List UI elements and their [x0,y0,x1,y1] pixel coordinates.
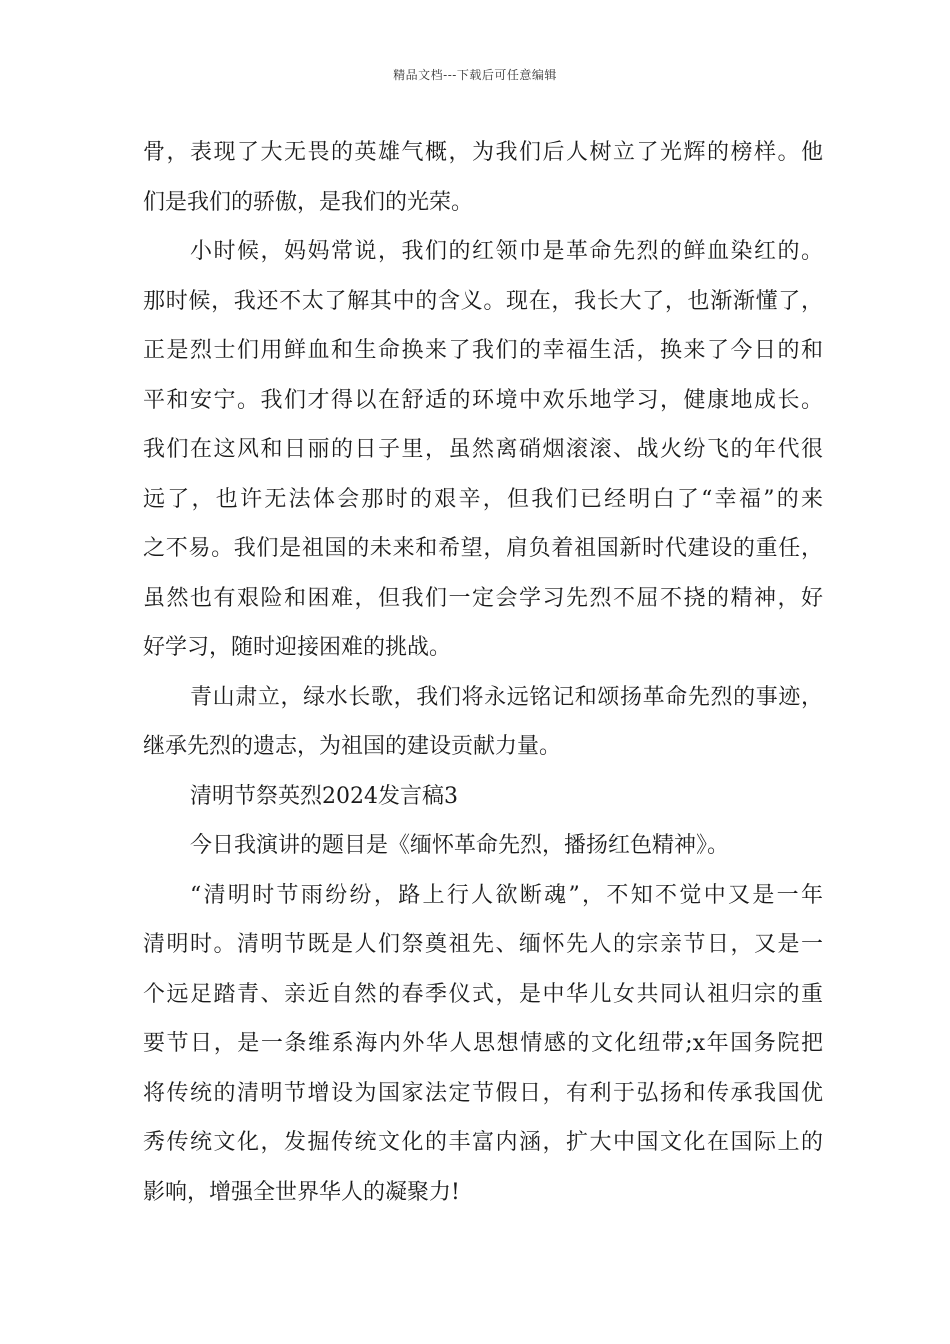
header-note: 精品文档---下载后可任意编辑 [393,68,557,82]
text-line: 正是烈士们用鲜血和生命换来了我们的幸福生活，换来了今日的和 [143,338,823,363]
text-line: 秀传统文化，发掘传统文化的丰富内涵，扩大中国文化在国际上的 [143,1130,823,1155]
text-line: 将传统的清明节增设为国家法定节假日，有利于弘扬和传承我国优 [143,1080,823,1106]
text-line: 要节日，是一条维系海内外华人思想情感的文化纽带;x年国务院把 [143,1031,823,1056]
text-line: 继承先烈的遗志，为祖国的建设贡献力量。 [143,734,562,759]
text-line: 我们在这风和日丽的日子里，虽然离硝烟滚滚、战火纷飞的年代很 [143,437,823,462]
text-line: 个远足踏青、亲近自然的春季仪式，是中华儿女共同认祖归宗的重 [143,981,823,1007]
text-line: 青山肃立，绿水长歌，我们将永远铭记和颂扬革命先烈的事迹， [190,684,823,710]
text-line: “清明时节雨纷纷，路上行人欲断魂”，不知不觉中又是一年 [190,882,823,908]
text-line: 小时候，妈妈常说，我们的红领巾是革命先烈的鲜血染红的。 [190,239,823,264]
text-line: 清明时。清明节既是人们祭奠祖先、缅怀先人的宗亲节日，又是一 [143,932,823,957]
text-line: 影响，增强全世界华人的凝聚力! [143,1179,460,1205]
text-line: 那时候，我还不太了解其中的含义。现在，我长大了，也渐渐懂了， [143,288,823,314]
text-line: 之不易。我们是祖国的未来和希望，肩负着祖国新时代建设的重任， [143,536,823,561]
text-line: 今日我演讲的题目是《缅怀革命先烈，播扬红色精神》。 [190,833,730,858]
text-line: 清明节祭英烈2024发言稿3 [190,783,458,809]
text-line: 平和安宁。我们才得以在舒适的环境中欢乐地学习，健康地成长。 [143,387,823,413]
text-line: 远了，也许无法体会那时的艰辛，但我们已经明白了“幸福”的来 [143,486,823,512]
text-line: 们是我们的骄傲，是我们的光荣。 [143,189,474,215]
text-line: 骨，表现了大无畏的英雄气概，为我们后人树立了光辉的榜样。他 [143,140,823,165]
text-line: 虽然也有艰险和困难，但我们一定会学习先烈不屈不挠的精神，好 [143,585,823,611]
body-text [143,128,823,1217]
text-line: 好学习，随时迎接困难的挑战。 [143,635,452,660]
